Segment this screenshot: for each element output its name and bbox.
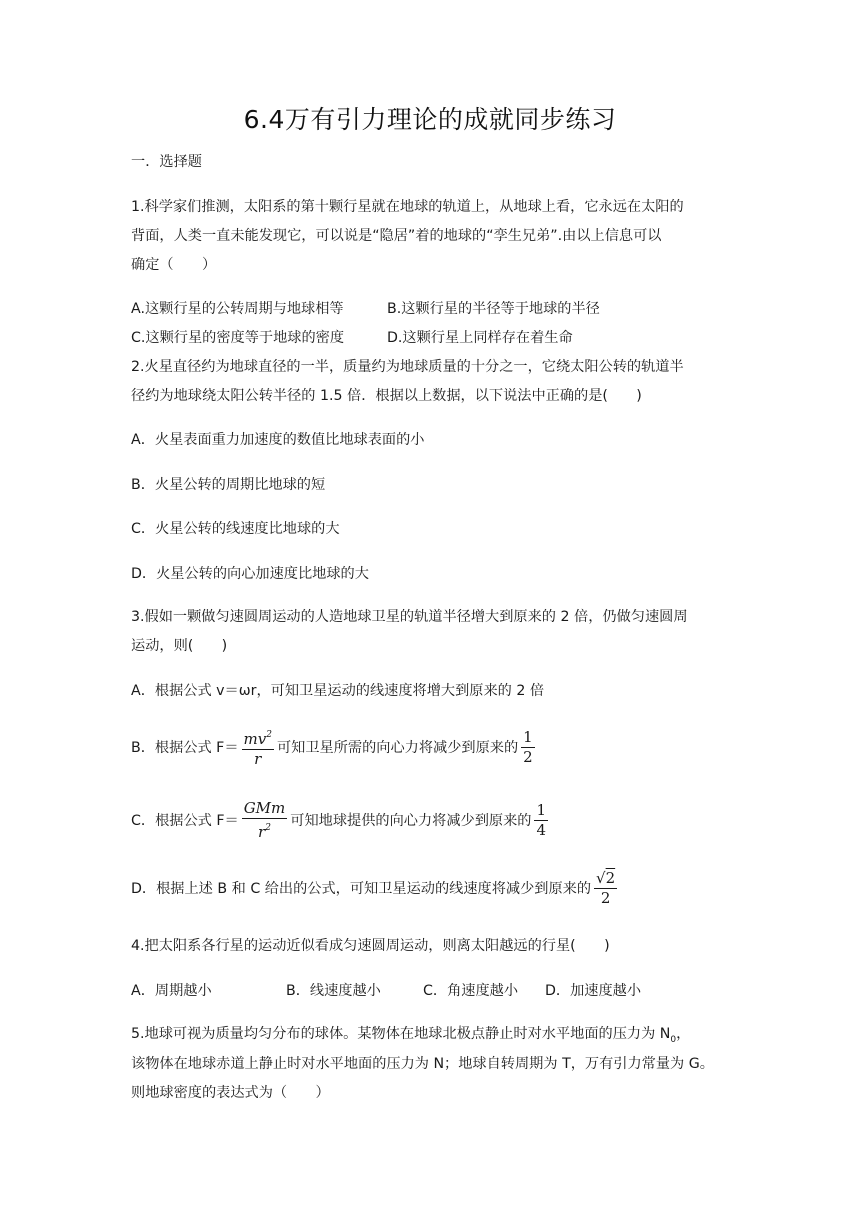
q4-option-d: D．加速度越小 <box>545 983 642 999</box>
q3-text-line-2: 运动，则( ) <box>131 638 228 654</box>
q2-option-d: D．火星公转的向心加速度比地球的大 <box>131 566 369 582</box>
q1-text-line-2: 背面，人类一直未能发现它，可以说是“隐居”着的地球的“孪生兄弟”.由以上信息可以 <box>131 228 662 244</box>
ratio-one-quarter <box>534 802 548 839</box>
formula-c-denominator-exponent: 2 <box>265 823 271 833</box>
page-title: 6.4万有引力理论的成就同步练习 <box>243 105 617 134</box>
q2-text-line-1: 2.火星直径约为地球直径的一半，质量约为地球质量的十分之一，它绕太阳公转的轨道半 <box>131 359 684 375</box>
q3-option-b <box>131 727 538 768</box>
formula-b-denominator: r <box>254 750 262 768</box>
ratio-b-denominator: 2 <box>523 748 533 766</box>
q5-text-line-3: 则地球密度的表达式为（ ） <box>131 1085 330 1101</box>
q4-option-b: B．线速度越小 <box>286 983 381 999</box>
q1-option-d: D.这颗行星上同样存在着生命 <box>387 330 573 346</box>
q1-text-line-3: 确定（ ） <box>131 257 217 273</box>
q1-option-b: B.这颗行星的半径等于地球的半径 <box>387 301 600 317</box>
q5-text-line-2: 该物体在地球赤道上静止时对水平地面的压力为 N；地球自转周期为 T，万有引力常量为 G。 <box>131 1056 714 1072</box>
q2-option-c: C．火星公转的线速度比地球的大 <box>131 521 340 537</box>
q3-option-c-prefix: C．根据公式 F＝ <box>131 812 239 829</box>
q1-option-a: A.这颗行星的公转周期与地球相等 <box>131 301 344 317</box>
q3-option-d <box>131 870 620 907</box>
formula-c-numerator: GMm <box>243 799 286 817</box>
q3-option-a: A．根据公式 v＝ωr，可知卫星运动的线速度将增大到原来的 2 倍 <box>131 683 545 699</box>
ratio-d-radicand: 2 <box>605 869 616 887</box>
q4-option-c: C．角速度越小 <box>423 983 519 999</box>
ratio-root-two-over-two <box>594 870 617 907</box>
ratio-one-half <box>521 729 535 766</box>
q4-option-a: A．周期越小 <box>131 983 212 999</box>
ratio-c-denominator: 4 <box>536 821 547 839</box>
q2-option-b: B．火星公转的周期比地球的短 <box>131 477 326 493</box>
formula-gravitational-force <box>242 800 288 841</box>
q2-text-line-2: 径约为地球绕太阳公转半径的 1.5 倍．根据以上数据，以下说法中正确的是( ) <box>131 388 642 404</box>
q2-option-a: A．火星表面重力加速度的数值比地球表面的小 <box>131 432 425 448</box>
formula-b-numerator-exponent: 2 <box>266 730 272 740</box>
q3-option-c-suffix: 可知地球提供的向心力将减少到原来的 <box>290 812 532 829</box>
q1-option-c: C.这颗行星的密度等于地球的密度 <box>131 330 345 346</box>
formula-centripetal-force <box>242 727 274 768</box>
q3-option-b-suffix: 可知卫星所需的向心力将减少到原来的 <box>276 739 519 756</box>
q4-text-line-1: 4.把太阳系各行星的运动近似看成匀速圆周运动，则离太阳越远的行星( ) <box>131 938 610 954</box>
q5-line-1-subscript: 0 <box>670 1034 677 1045</box>
q5-line-1-end: ， <box>676 1026 691 1042</box>
q5-text-line-1 <box>131 1024 690 1050</box>
q3-text-line-1: 3.假如一颗做匀速圆周运动的人造地球卫星的轨道半径增大到原来的 2 倍，仍做匀速圆周 <box>131 609 688 625</box>
sqrt-symbol: √ <box>596 869 606 887</box>
formula-c-denominator: r <box>258 823 266 841</box>
formula-b-numerator: mv <box>243 730 267 748</box>
q3-option-d-prefix: D．根据上述 B 和 C 给出的公式，可知卫星运动的线速度将减少到原来的 <box>131 880 592 897</box>
ratio-c-numerator: 1 <box>536 801 547 819</box>
section-heading: 一．选择题 <box>131 154 202 170</box>
q3-option-b-prefix: B．根据公式 F＝ <box>131 739 239 756</box>
q1-text-line-1: 1.科学家们推测，太阳系的第十颗行星就在地球的轨道上，从地球上看，它永远在太阳的 <box>131 199 684 215</box>
q3-option-c <box>131 800 551 841</box>
ratio-d-denominator: 2 <box>600 889 611 907</box>
q5-line-1-main: 5.地球可视为质量均匀分布的球体。某物体在地球北极点静止时对水平地面的压力为 N <box>131 1026 671 1042</box>
ratio-b-numerator: 1 <box>523 728 533 746</box>
